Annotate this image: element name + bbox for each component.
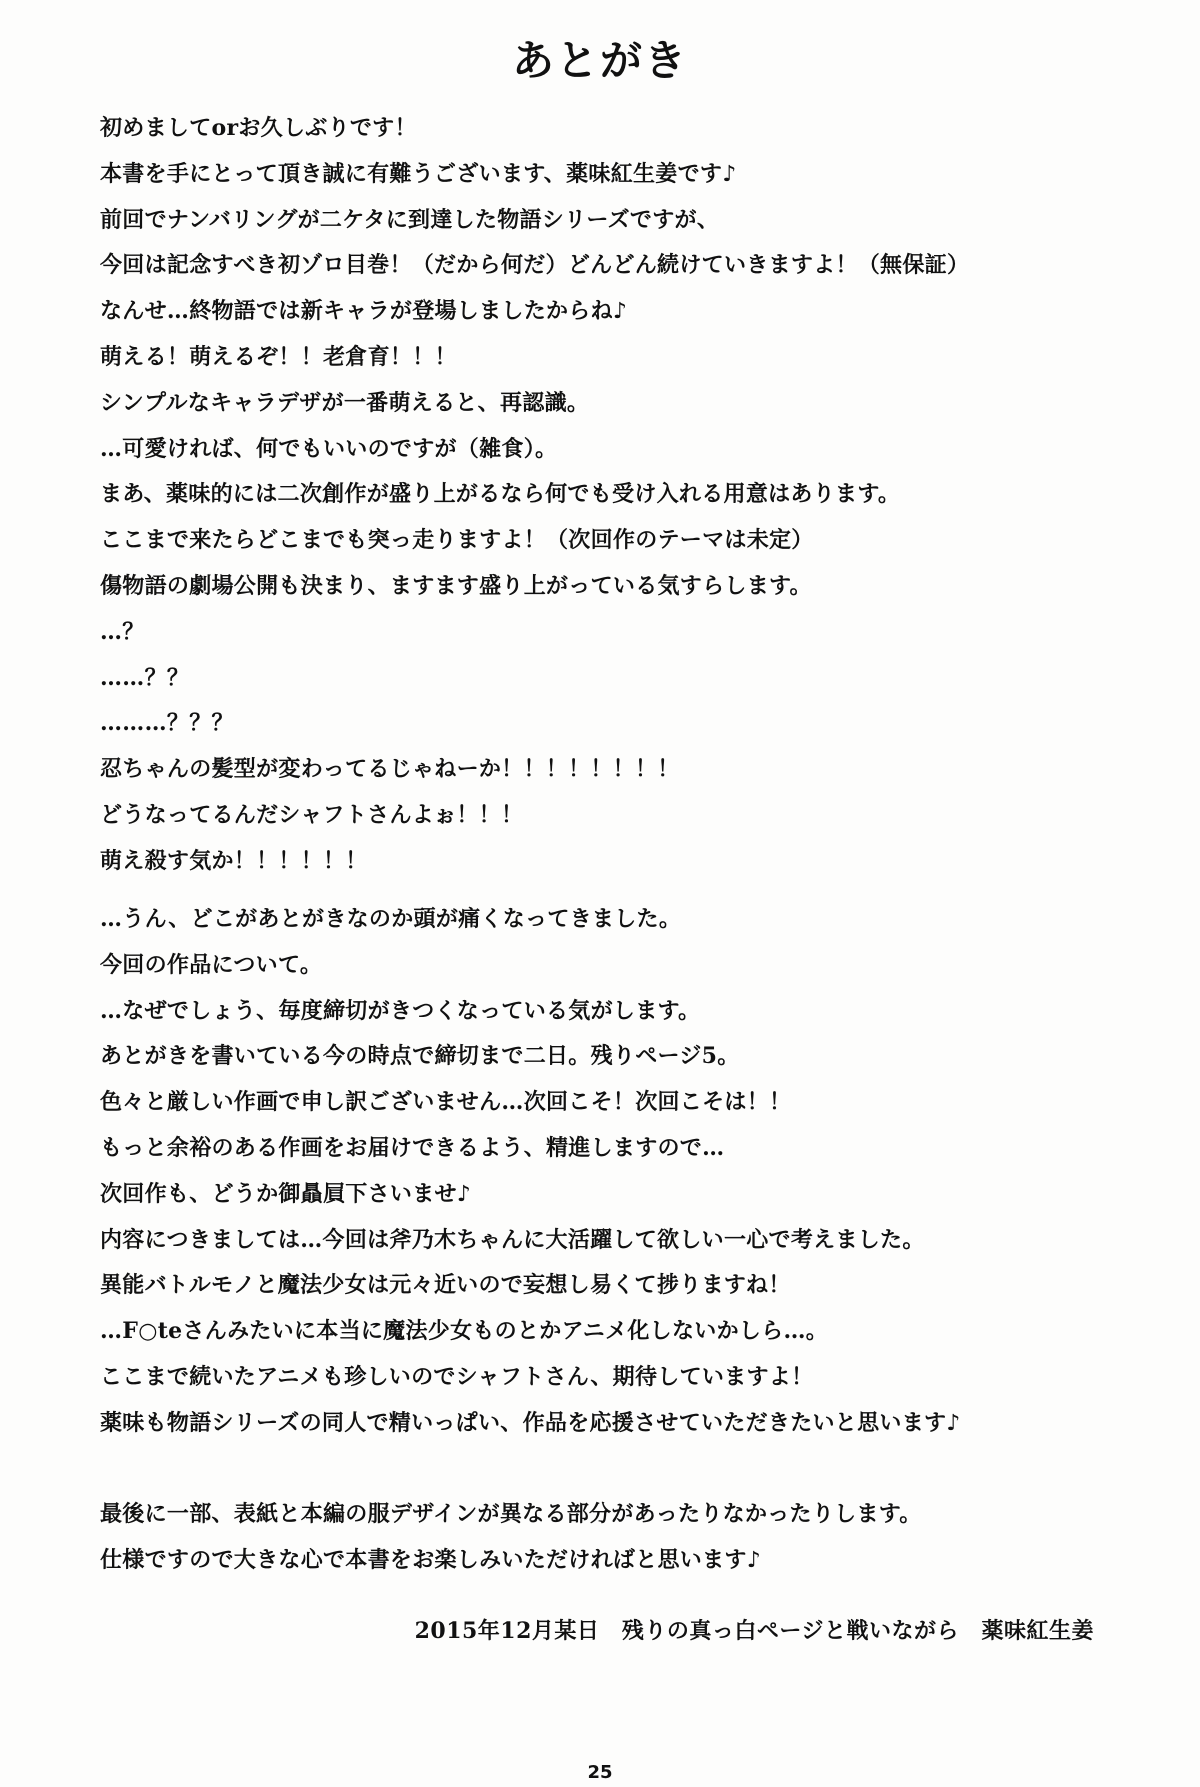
text-line: 仕様ですので大きな心で本書をお楽しみいただければと思います♪ — [100, 1546, 762, 1573]
text-line: 萌え殺す気か！！！！！！ — [100, 847, 368, 874]
text-line: …F○teさんみたいに本当に魔法少女ものとかアニメ化しないかしら…。 — [100, 1318, 829, 1345]
text-line: どうなってるんだシャフトさんよぉ！！！ — [100, 801, 524, 828]
text-line: 前回でナンバリングが二ケタに到達した物語シリーズですが、 — [100, 206, 720, 233]
text-line: ここまで来たらどこまでも突っ走りますよ！（次回作のテーマは未定） — [100, 527, 814, 554]
paragraph-1 — [100, 106, 1100, 885]
text-line: 色々と厳しい作画で申し訳ございません…次回こそ！次回こそは！！ — [100, 1089, 792, 1116]
paragraph-2 — [100, 897, 1100, 1447]
text-line: 初めましてorお久しぶりです！ — [100, 115, 417, 141]
text-line: 薬味も物語シリーズの同人で精いっぱい、作品を応援させていただきたいと思います♪ — [100, 1409, 961, 1436]
text-line: 今回の作品について。 — [100, 951, 323, 978]
text-line: …なぜでしょう、毎度締切がきつくなっている気がします。 — [100, 997, 701, 1024]
text-line: 内容につきましては…今回は斧乃木ちゃんに大活躍して欲しい一心で考えました。 — [100, 1226, 925, 1253]
text-line: 本書を手にとって頂き誠に有難うございます、薬味紅生姜です♪ — [100, 160, 737, 187]
text-line: …？ — [100, 618, 145, 645]
text-line: ここまで続いたアニメも珍しいのでシャフトさん、期待していますよ！ — [100, 1363, 814, 1390]
page-number: 25 — [587, 1762, 613, 1783]
text-line: 次回作も、どうか御贔屓下さいませ♪ — [100, 1180, 472, 1207]
signature-line: 2015年12月某日 残りの真っ白ページと戦いながら 薬味紅生姜 — [414, 1618, 1094, 1644]
text-line: 最後に一部、表紙と本編の服デザインが異なる部分があったりなかったりします。 — [100, 1501, 922, 1527]
text-line: 今回は記念すべき初ゾロ目巻！（だから何だ）どんどん続けていきますよ！（無保証） — [100, 252, 970, 279]
text-line: もっと余裕のある作画をお届けできるよう、精進しますので… — [100, 1134, 725, 1161]
text-line: ………？？？ — [100, 710, 234, 737]
paragraph-3 — [100, 1492, 1100, 1584]
text-line: 忍ちゃんの髪型が変わってるじゃねーか！！！！！！！！ — [100, 756, 680, 783]
text-line: シンプルなキャラデザが一番萌えると、再認識。 — [100, 389, 590, 416]
text-line: 異能バトルモノと魔法少女は元々近いので妄想し易くて捗りますね！ — [100, 1272, 791, 1299]
text-line: なんせ…終物語では新キャラが登場しましたからね♪ — [100, 298, 628, 325]
text-line: …可愛ければ、何でもいいのですが（雑食）。 — [100, 435, 558, 462]
text-line: 萌える！萌えるぞ！！老倉育！！！ — [100, 343, 457, 370]
text-line: まあ、薬味的には二次創作が盛り上がるなら何でも受け入れる用意はあります。 — [100, 481, 901, 508]
page-title: あとがき — [511, 36, 688, 85]
text-line: あとがきを書いている今の時点で締切まで二日。残りページ5。 — [100, 1043, 740, 1070]
text-line: …うん、どこがあとがきなのか頭が痛くなってきました。 — [100, 906, 682, 932]
text-line: 傷物語の劇場公開も決まり、ますます盛り上がっている気すらします。 — [100, 572, 812, 599]
text-line: ……？？ — [100, 664, 190, 691]
